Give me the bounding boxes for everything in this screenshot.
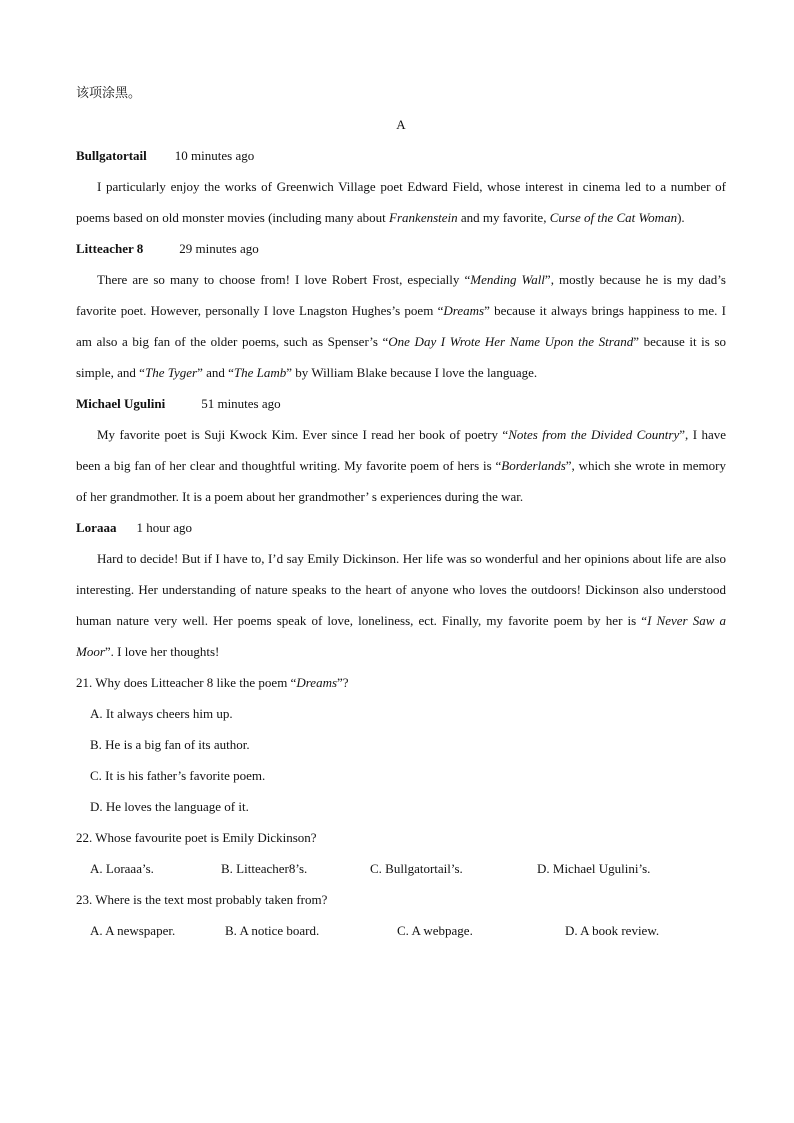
question-21-stem <box>76 667 726 698</box>
comment-text: ). <box>677 210 685 225</box>
comment-timestamp: 1 hour ago <box>136 520 193 535</box>
comment-author: Michael Ugulini <box>76 396 166 411</box>
question-22-options <box>76 853 726 884</box>
comment-header <box>76 512 726 543</box>
question-23-option-c[interactable]: C. A webpage. <box>397 923 473 938</box>
comment-title-text: Notes from the Divided Country <box>508 427 680 442</box>
question-21-option-b[interactable]: B. He is a big fan of its author. <box>90 737 250 752</box>
comment-body <box>76 419 726 512</box>
comment-title-text: Curse of the Cat Woman <box>549 210 678 225</box>
question-22-option-b[interactable]: B. Litteacher8’s. <box>221 861 308 876</box>
question-22-option-d[interactable]: D. Michael Ugulini’s. <box>537 861 651 876</box>
comment-header <box>76 388 726 419</box>
question-21-stem-title: Dreams <box>296 675 338 690</box>
comment-body <box>76 264 726 388</box>
comment-title-text: The Tyger <box>144 365 198 380</box>
comment-title-text: I Never Saw a Moor <box>76 613 726 659</box>
comment-text: ” by William Blake because I love the language. <box>286 365 538 380</box>
question-23-option-a[interactable]: A. A newspaper. <box>90 923 176 938</box>
comment-author: Litteacher 8 <box>76 241 144 256</box>
question-22-stem: 22. Whose favourite poet is Emily Dickinson? <box>76 830 317 845</box>
comment-title-text: One Day I Wrote Her Name Upon the Strand <box>388 334 634 349</box>
comment-title-text: Mending Wall <box>470 272 545 287</box>
question-21-stem-end: ”? <box>337 675 349 690</box>
comment-header <box>76 140 726 171</box>
comment-header <box>76 233 726 264</box>
comment-text: Hard to decide! But if I have to, I’d say Emily Dickinson. Her life was so wonderful and her opinions about life are also interesting. Her understanding of nature speaks to the heart of anyone who loves the outdoors! Dickinson also understood human nature very well. Her poems speak of love, loneliness, ect. Finally, my favorite poem by her is “ <box>76 551 726 628</box>
comment-text: ” because it always brings happiness to me. I am also a big fan of the older poems, such as Spenser’s “ <box>76 303 726 349</box>
question-23-stem: 23. Where is the text most probably taken from? <box>76 892 328 907</box>
comment-title-text: The Lamb <box>233 365 287 380</box>
comment-author: Loraaa <box>76 520 117 535</box>
question-22-option-a[interactable]: A. Loraaa’s. <box>90 861 154 876</box>
comment-title-text: Dreams <box>443 303 485 318</box>
section-title: A <box>396 117 406 132</box>
comment-text: My favorite poet is Suji Kwock Kim. Ever since I read her book of poetry “ <box>97 427 509 442</box>
comment-timestamp: 51 minutes ago <box>201 396 281 411</box>
comment-text: ”. I love her thoughts! <box>104 644 220 659</box>
intro-text: 该项涂黑。 <box>76 86 142 101</box>
question-21-stem-start: 21. Why does Litteacher 8 like the poem “ <box>76 675 297 690</box>
question-23-option-b[interactable]: B. A notice board. <box>225 923 320 938</box>
comment-timestamp: 10 minutes ago <box>174 148 255 163</box>
question-23-options <box>76 915 726 946</box>
comment-text: ” and “ <box>197 365 234 380</box>
comment-text: I particularly enjoy the works of Greenwich Village poet Edward Field, whose interest in cinema led to a number of poems based on old monster movies (including many about <box>76 179 726 225</box>
comment-text: and my favorite, <box>457 210 550 225</box>
question-22-option-c[interactable]: C. Bullgatortail’s. <box>370 861 463 876</box>
comment-text: ”, mostly because he is my dad’s favorite poet. However, personally I love Lnagston Hughes’s poem “ <box>76 272 726 318</box>
comment-text: ”, I have been a big fan of her clear and thoughtful writing. My favorite poem of hers is “ <box>76 427 726 473</box>
comment-title-text: Frankenstein <box>389 210 458 225</box>
comment-author: Bullgatortail <box>76 148 147 163</box>
question-23-option-d[interactable]: D. A book review. <box>565 923 660 938</box>
comment-list <box>76 140 726 667</box>
comment-text: There are so many to choose from! I love Robert Frost, especially “ <box>97 272 471 287</box>
comment-text: ”, which she wrote in memory of her grandmother. It is a poem about her grandmother’ s experiences during the war. <box>76 458 727 504</box>
question-21-option-a[interactable]: A. It always cheers him up. <box>90 706 233 721</box>
comment-body <box>76 543 726 667</box>
comment-body <box>76 171 726 233</box>
comment-title-text: Borderlands <box>501 458 566 473</box>
question-21-option-d[interactable]: D. He loves the language of it. <box>90 799 249 814</box>
comment-timestamp: 29 minutes ago <box>179 241 259 256</box>
document-page <box>76 78 726 946</box>
comment-text: ” because it is so simple, and “ <box>76 334 727 380</box>
question-21-option-c[interactable]: C. It is his father’s favorite poem. <box>90 768 266 783</box>
